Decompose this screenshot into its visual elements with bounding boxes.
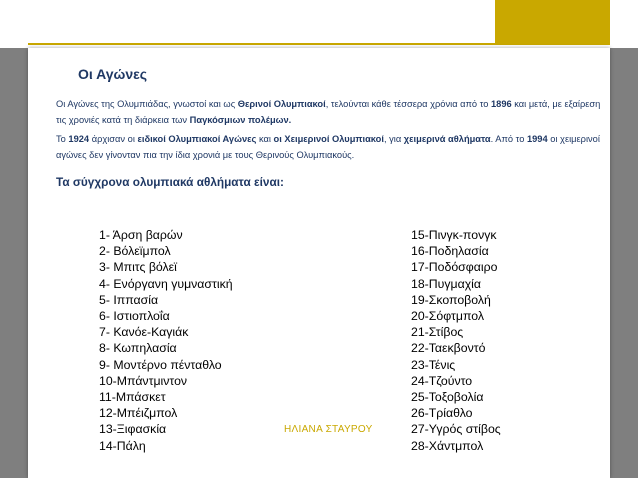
sport-list-item: 10-Μπάντμιντον [99,373,188,388]
sport-list-item: 14-Πάλη [99,438,146,453]
sport-list-item: 16-Ποδηλασία [411,244,489,259]
bold-text-segment: οι Χειμερινοί Ολυμπιακοί [273,134,384,144]
winter-games-paragraph [56,131,604,163]
sport-list-item: 23-Τένις [411,357,456,372]
text-segment: Το [56,134,69,144]
sport-list-item: 17-Ποδόσφαιρο [411,260,498,275]
gold-accent-block [492,0,613,43]
text-segment: . Από το [490,134,527,144]
sport-list-item: 22-Ταεκβοντό [411,341,486,356]
sport-list-item: 6- Ιστιοπλοΐα [99,309,170,324]
slide-title: Οι Αγώνες [78,66,148,82]
sport-list-item: 4- Ενόργανη γυμναστική [99,276,233,291]
sport-list-item: 5- Ιππασία [99,292,159,307]
text-segment: Οι Αγώνες της Ολυμπιάδας, γνωστοί και ως [56,99,238,109]
text-segment: και μετά, με εξαίρεση τις χρονιές κατά τη διάρκεια των [56,99,601,125]
sports-list-heading: Τα σύγχρονα ολυμπιακά αθλήματα είναι: [56,175,284,189]
bold-text-segment: Παγκόσμιων πολέμων. [189,115,292,125]
sport-list-item: 27-Υγρός στίβος [411,422,501,437]
bold-text-segment: χειμερινά αθλήματα [403,134,491,144]
sports-list-right [411,227,501,454]
sport-list-item: 7- Κανόε-Καγιάκ [99,325,189,340]
sport-list-item: 13-Ξιφασκία [99,422,167,437]
sport-list-item: 26-Τρίαθλο [411,406,473,421]
sport-list-item: 25-Τοξοβολία [411,390,484,405]
sport-list-item: 18-Πυγμαχία [411,276,482,291]
text-segment: άρχισαν οι [89,134,138,144]
intro-paragraph [56,96,604,128]
bold-text-segment: 1994 [526,134,548,144]
sport-list-item: 3- Μπιτς βόλεϊ [99,260,177,275]
sport-list-item: 19-Σκοποβολή [411,292,491,307]
bold-text-segment: 1924 [68,134,90,144]
sport-list-item: 21-Στίβος [411,325,464,340]
sport-list-item: 8- Κωπηλασία [99,341,177,356]
sport-list-item: 12-Μπέιζμπολ [99,406,178,421]
author-credit: ΗΛΙΑΝΑ ΣΤΑΥΡΟΥ [284,424,373,435]
sport-list-item: 1- Άρση βαρών [99,228,183,242]
text-segment: , για [383,134,404,144]
sport-list-item: 20-Σόφτμπολ [411,309,485,324]
bold-text-segment: ειδικοί Ολυμπιακοί Αγώνες [137,134,257,144]
sport-list-item: 15-Πινγκ-πονγκ [411,228,497,242]
sport-list-item: 24-Τζούντο [411,373,473,388]
sport-list-item: 9- Μοντέρνο πένταθλο [99,357,222,372]
text-segment: οι χειμερινοί αγώνες δεν γίνονταν πια την ίδια χρονιά με τους Θερινούς Ολυμπιακούς. [56,134,600,160]
bold-text-segment: 1896 [490,99,512,109]
bold-text-segment: Θερινοί Ολυμπιακοί [237,99,326,109]
sport-list-item: 2- Βόλεϊμπολ [99,244,171,259]
sport-list-item: 28-Χάντμπολ [411,438,484,453]
gold-accent-line [28,43,610,45]
text-segment: , τελούνται κάθε τέσσερα χρόνια από το [325,99,491,109]
sports-list-left [99,227,233,454]
text-segment: και [256,134,274,144]
sport-list-item: 11-Μπάσκετ [99,390,166,405]
